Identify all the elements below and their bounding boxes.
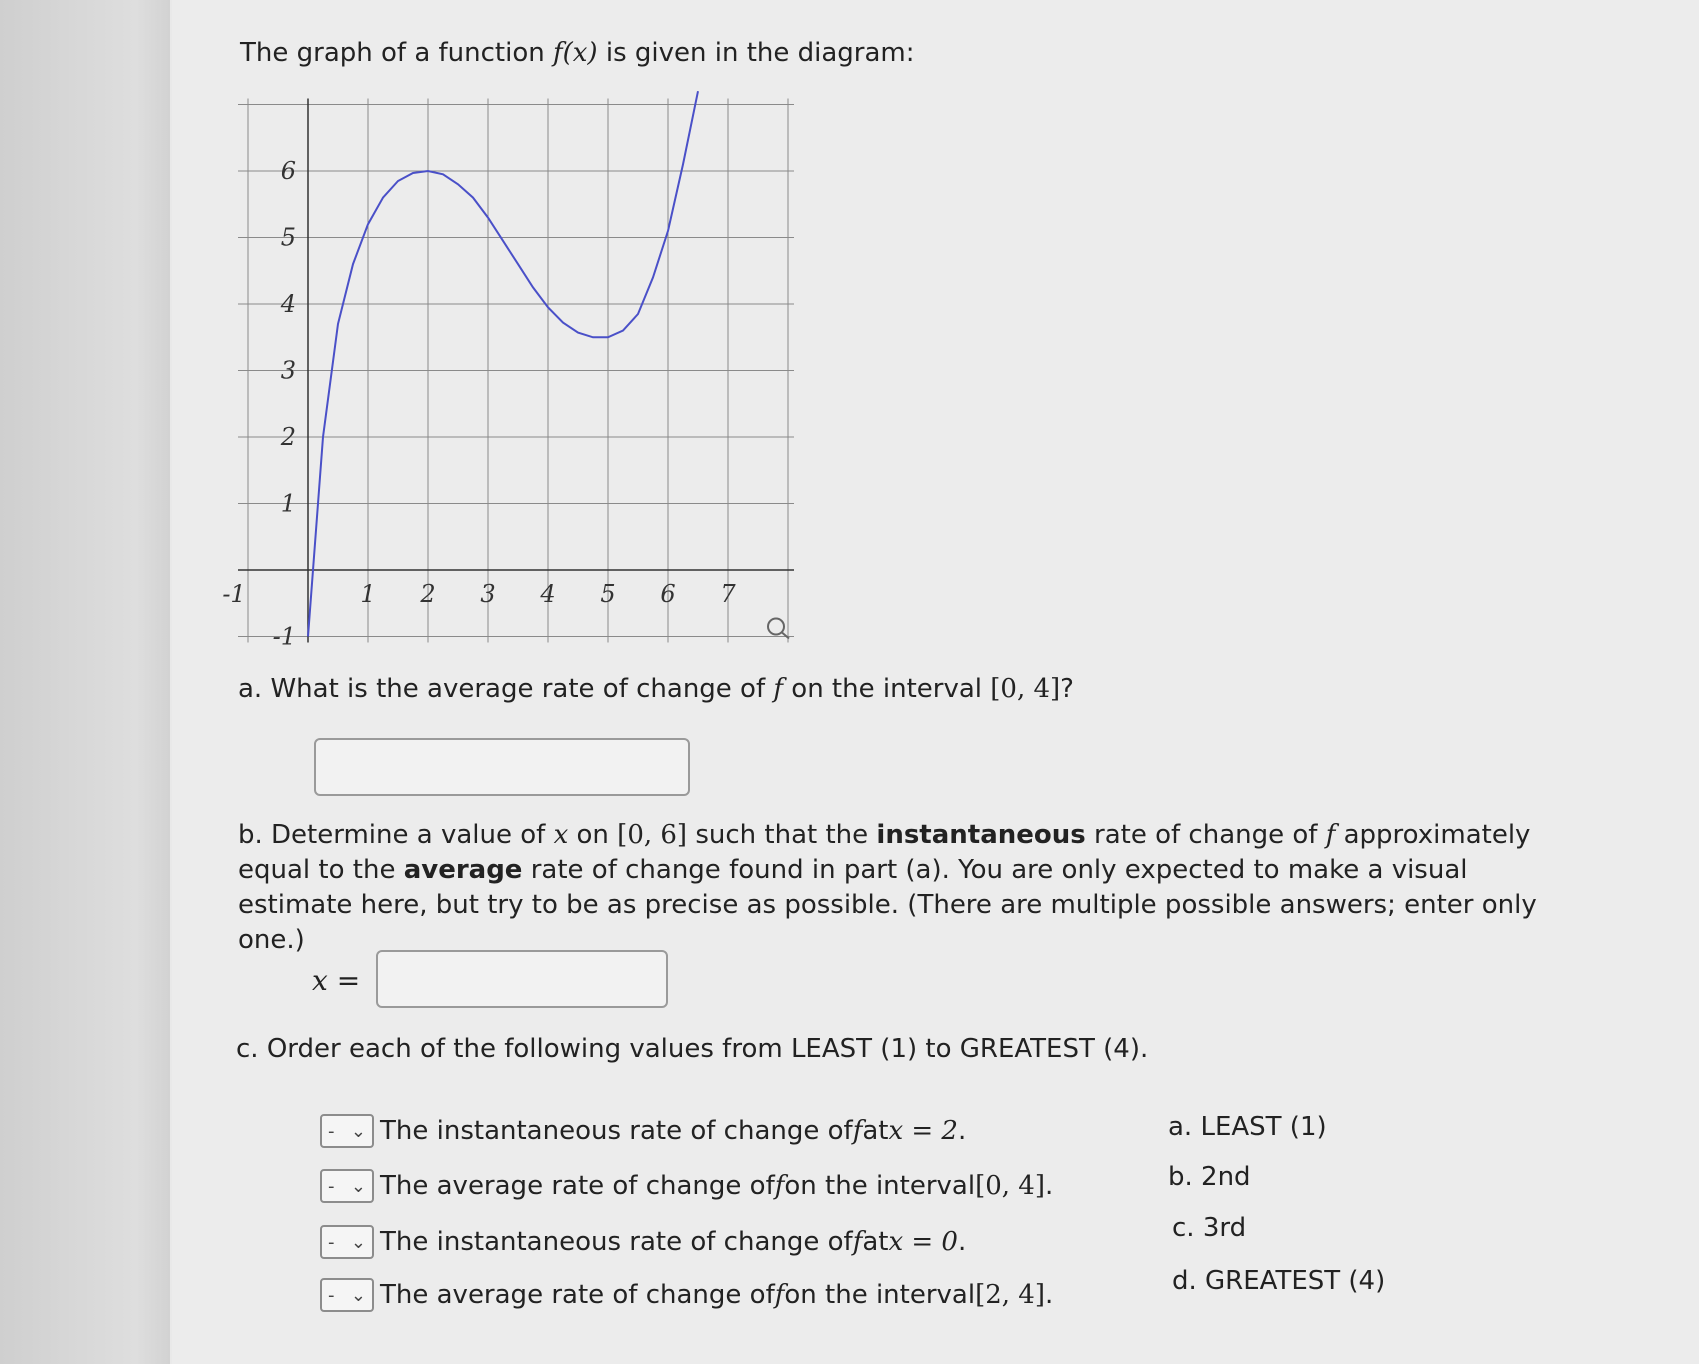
x-equals-label: x = — [312, 964, 361, 997]
x-tick-label: 3 — [480, 580, 496, 608]
intro-text: The graph of a function f(x) is given in the diagram: — [240, 38, 915, 68]
function-graph — [222, 88, 810, 651]
order-dropdown[interactable]: - ⌄ — [320, 1225, 374, 1259]
answer-a-input[interactable] — [314, 738, 690, 796]
chevron-down-icon: ⌄ — [350, 1284, 366, 1306]
choice-3rd: c. 3rd — [1172, 1213, 1247, 1243]
y-tick-label: -1 — [272, 622, 296, 651]
choice-least: a. LEAST (1) — [1168, 1112, 1327, 1142]
x-tick-label: 7 — [720, 580, 736, 608]
order-dropdown[interactable]: - ⌄ — [320, 1278, 374, 1312]
x-tick-label: -1 — [222, 580, 246, 608]
answer-b-input[interactable] — [376, 950, 668, 1008]
question-c: c. Order each of the following values from LEAST (1) to GREATEST (4). — [236, 1034, 1149, 1064]
y-tick-label: 3 — [280, 356, 296, 385]
question-b: b. Determine a value of x on [0, 6] such that the instantaneous rate of change of f approximately equal to the average rate of change found in part (a). You are only expected to make a visual estimate here, but try to be as precise as possible. (There are multiple possible answers; enter only one.) — [238, 820, 1537, 955]
magnifier-icon — [768, 619, 784, 635]
y-tick-label: 2 — [280, 423, 296, 451]
order-row: - ⌄ The average rate of change of f on the interval [2, 4] . — [320, 1278, 1053, 1312]
chevron-down-icon: ⌄ — [350, 1120, 366, 1142]
x-tick-label: 4 — [540, 580, 556, 608]
question-a: a. What is the average rate of change of f on the interval [0, 4]? — [238, 674, 1074, 704]
order-dropdown[interactable]: - ⌄ — [320, 1169, 374, 1203]
order-row: - ⌄ The instantaneous rate of change of f at x = 2 . — [320, 1114, 966, 1148]
left-margin — [0, 0, 170, 1364]
y-tick-label: 1 — [280, 489, 296, 518]
choice-2nd: b. 2nd — [1168, 1162, 1251, 1192]
function-curve — [308, 91, 698, 636]
chevron-down-icon: ⌄ — [350, 1231, 366, 1253]
y-tick-label: 6 — [280, 157, 296, 185]
choice-greatest: d. GREATEST (4) — [1172, 1266, 1386, 1296]
order-row: - ⌄ The instantaneous rate of change of f at x = 0 . — [320, 1225, 966, 1259]
chevron-down-icon: ⌄ — [350, 1175, 366, 1197]
x-tick-label: 2 — [420, 580, 436, 608]
x-tick-label: 5 — [600, 580, 616, 608]
order-dropdown[interactable]: - ⌄ — [320, 1114, 374, 1148]
y-tick-label: 5 — [280, 223, 296, 252]
x-tick-label: 1 — [360, 580, 376, 608]
x-tick-label: 6 — [660, 580, 676, 608]
order-row: - ⌄ The average rate of change of f on the interval [0, 4] . — [320, 1169, 1053, 1203]
y-tick-label: 4 — [280, 290, 296, 318]
